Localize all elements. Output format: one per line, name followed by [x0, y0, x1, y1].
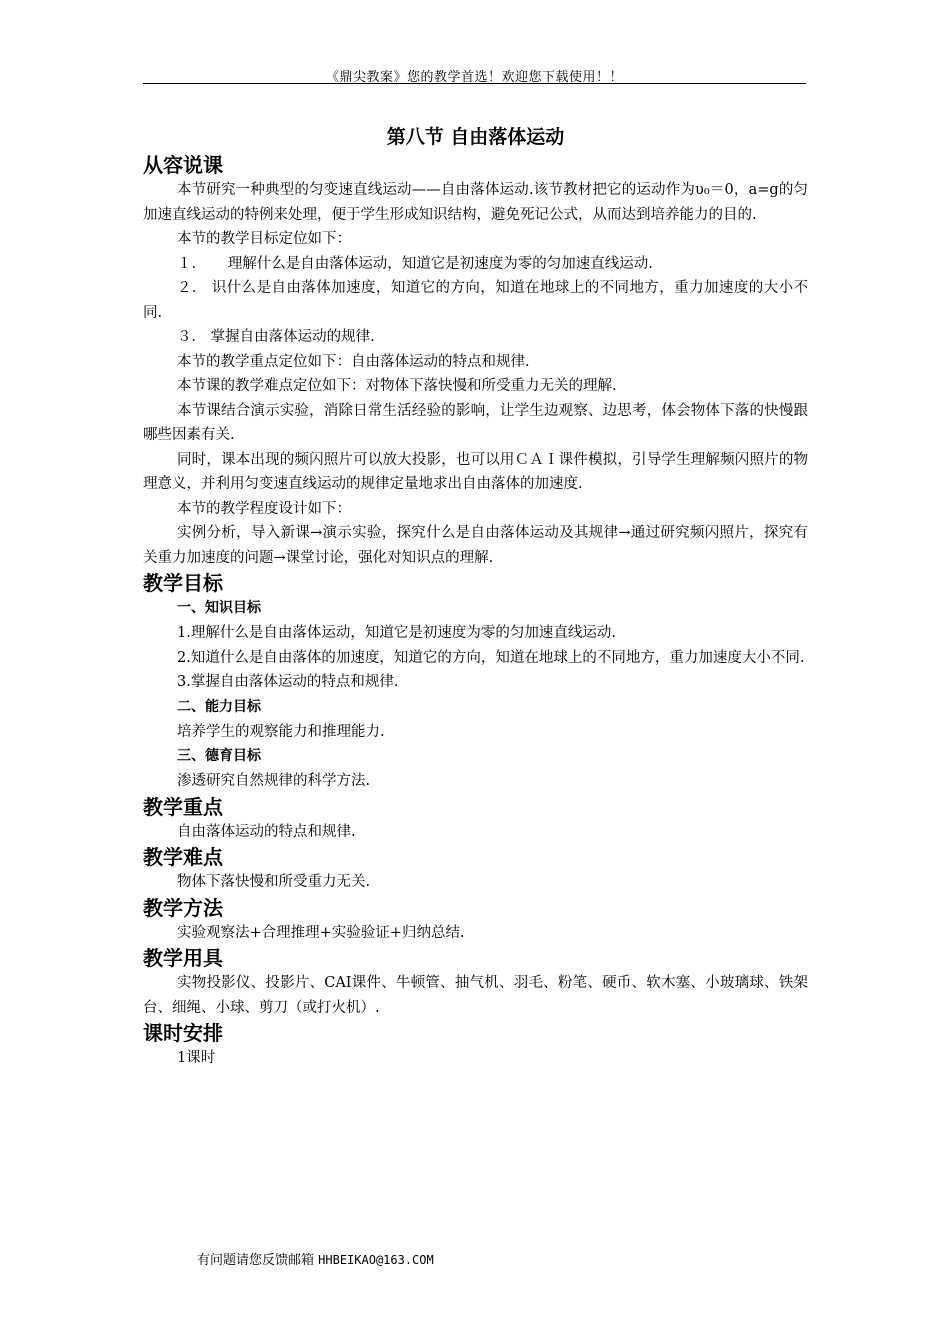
paragraph: 实例分析，导入新课→演示实验，探究什么是自由落体运动及其规律→通过研究频闪照片，探究有关重力加速度的问题→课堂讨论，强化对知识点的理解. — [143, 525, 808, 566]
paragraph: 本节课的教学难点定位如下：对物体下落快慢和所受重力无关的理解. — [177, 378, 617, 394]
paragraph: ２． 识什么是自由落体加速度，知道它的方向，知道在地球上的不同地方，重力加速度的大小不同. — [143, 280, 808, 321]
page-footer — [197, 1249, 434, 1268]
paragraph: 本节的教学重点定位如下：自由落体运动的特点和规律. — [177, 353, 530, 370]
paragraph: 本节课结合演示实验，消除日常生活经验的影响，让学生边观察、边思考，体会物体下落的快慢跟哪些因素有关. — [143, 402, 808, 443]
section-heading-difficulties: 教学难点 — [143, 845, 223, 869]
header-rule — [143, 83, 806, 84]
footer-email: HHBEIKAO@163.COM — [318, 1253, 434, 1267]
paragraph: 渗透研究自然规律的科学方法. — [177, 773, 371, 789]
paragraph: 物体下落快慢和所受重力无关. — [177, 874, 371, 890]
footer-label: 有问题请您反馈邮箱 — [197, 1253, 319, 1268]
paragraph: 2.知道什么是自由落体的加速度，知道它的方向，知道在地球上的不同地方，重力加速度大小不同. — [177, 649, 805, 666]
section-heading-key-points: 教学重点 — [143, 794, 223, 819]
paragraph: 1.理解什么是自由落体运动，知道它是初速度为零的匀加速直线运动. — [177, 625, 616, 641]
section-heading-objectives: 教学目标 — [143, 571, 223, 595]
section-heading-schedule: 课时安排 — [143, 1021, 223, 1045]
paragraph: 本节研究一种典型的匀变速直线运动——自由落体运动.该节教材把它的运动作为υ₀＝0，a=g的匀加速直线运动的特例来处理，便于学生形成知识结构，避免死记公式，从而达到培养能力的目的. — [143, 182, 808, 223]
paragraph: １． 理解什么是自由落体运动，知道它是初速度为零的匀加速直线运动. — [177, 255, 653, 272]
section-heading-methods: 教学方法 — [143, 895, 223, 920]
paragraph: 3.掌握自由落体运动的特点和规律. — [177, 674, 399, 690]
subsection-heading-knowledge: 一、知识目标 — [177, 600, 261, 616]
paragraph: ３． 掌握自由落体运动的规律. — [177, 329, 375, 345]
paragraph: 自由落体运动的特点和规律. — [177, 823, 356, 840]
paragraph: 同时，课本出现的频闪照片可以放大投影，也可以用ＣＡＩ课件模拟，引导学生理解频闪照片的物理意义，并利用匀变速直线运动的规律定量地求出自由落体的加速度. — [143, 451, 808, 492]
subsection-heading-ability: 二、能力目标 — [177, 698, 261, 715]
document-title: 第八节 自由落体运动 — [386, 126, 565, 148]
document-body — [143, 122, 808, 1071]
paragraph: 1课时 — [177, 1050, 216, 1066]
paragraph: 实物投影仪、投影片、CAI课件、牛顿管、抽气机、羽毛、粉笔、硬币、软木塞、小玻璃球、铁架台、细绳、小球、剪刀（或打火机）. — [143, 975, 808, 1016]
paragraph: 实验观察法+合理推理+实验验证+归纳总结. — [177, 924, 465, 941]
page-header-text: 《鼎尖教案》您的教学首选！欢迎您下载使用！！ — [325, 70, 623, 85]
subsection-heading-moral: 三、德育目标 — [177, 748, 261, 764]
paragraph: 本节的教学程度设计如下： — [177, 500, 351, 517]
section-heading-tools: 教学用具 — [143, 946, 223, 970]
paragraph: 本节的教学目标定位如下： — [177, 231, 351, 247]
paragraph: 培养学生的观察能力和推理能力. — [177, 723, 385, 740]
section-heading-intro: 从容说课 — [143, 153, 223, 177]
